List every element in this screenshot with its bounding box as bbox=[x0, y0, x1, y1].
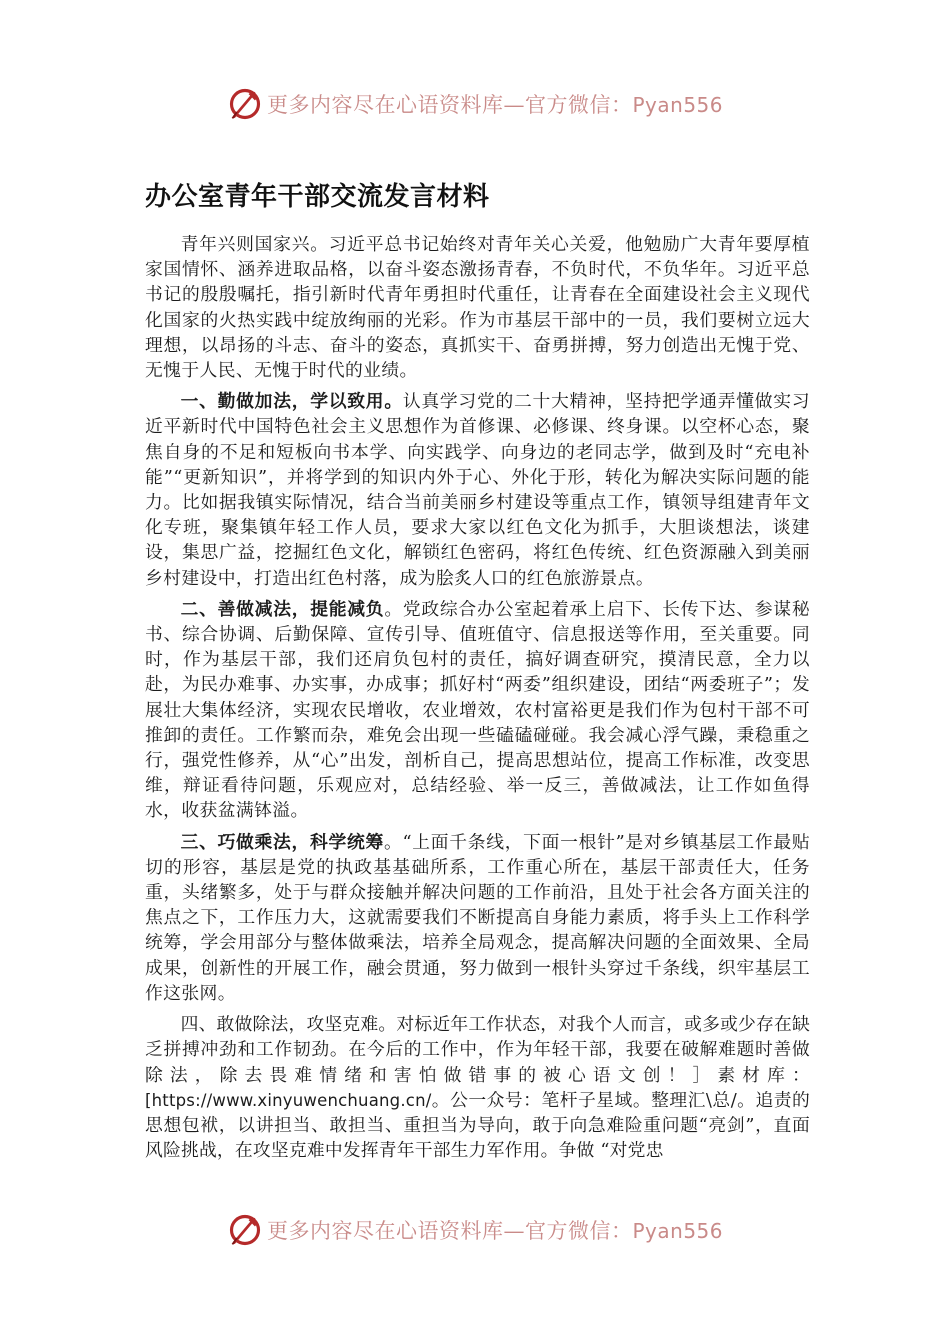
section-1-heading: 一、勤做加法，学以致用。 bbox=[180, 391, 403, 413]
section-4-text-a: 四、敢做除法，攻坚克难。对标近年工作状态，对我个人而言，或多或少存在缺乏拼搏冲劲和工作韧劲。在今后的工作中，作为年轻干部，我要在破解难题时善做除法，除去畏难情绪和害怕做错事的被心语文创！］素材库： bbox=[145, 1014, 810, 1086]
section-3-paragraph bbox=[145, 830, 810, 1006]
section-3-heading: 三、巧做乘法，科学统筹 bbox=[180, 831, 384, 853]
document-body bbox=[145, 232, 810, 1169]
page-title: 办公室青年干部交流发言材料 bbox=[145, 182, 490, 212]
section-2-paragraph bbox=[145, 597, 810, 824]
footer-banner bbox=[0, 1208, 950, 1252]
section-3-text: 。“上面千条线，下面一根针”是对乡镇基层工作最贴切的形容，基层是党的执政基基础所系，工作重心所在，基层干部责任大，任务重，头绪繁多，处于与群众接触并解决问题的工作前沿，且处于社会各方面关注的焦点之下，工作压力大，这就需要我们不断提高自身能力素质，将手头上工作科学统筹，学会用部分与整体做乘法，培养全局观念，提高解决问题的全面效果、全局成果，创新性的开展工作，融会贯通，努力做到一根针头穿过千条线，织牢基层工作这张网。 bbox=[145, 831, 810, 1004]
section-1-paragraph bbox=[145, 389, 810, 591]
banner-text: 更多内容尽在心语资料库—官方微信： bbox=[266, 1219, 633, 1243]
banner-text: 更多内容尽在心语资料库—官方微信： bbox=[266, 93, 633, 117]
intro-paragraph bbox=[145, 232, 810, 383]
section-4-text-b: 。公一众号：笔杆子星域。整理汇\总/。追责的思想包袱，以讲担当、敢担当、重担当为导向，敢于向急难险重问题“亮剑”，直面风险挑战，在攻坚克难中发挥青年干部生力军作用。争做 “对党忠 bbox=[145, 1089, 810, 1162]
pen-logo-icon bbox=[227, 1212, 263, 1248]
section-1-text: 认真学习党的二十大精神，坚持把学通弄懂做实习近平新时代中国特色社会主义思想作为首修课、必修课、终身课。以空杯心态，聚焦自身的不足和短板向书本学、向实践学、向身边的老同志学，做到及时“充电补能”“更新知识”，并将学到的知识内外于心、外化于形，转化为解决实际问题的能力。比如据我镇实际情况，结合当前美丽乡村建设等重点工作，镇领导组建青年文化专班，聚集镇年轻工作人员，要求大家以红色文化为抓手，大胆谈想法，谈建设，集思广益，挖掘红色文化，解锁红色密码，将红色传统、红色资源融入到美丽乡村建设中，打造出红色村落，成为脍炙人口的红色旅游景点。 bbox=[145, 391, 810, 589]
banner-wechat-id: Pyan556 bbox=[632, 93, 723, 117]
banner-wechat-id: Pyan556 bbox=[632, 1219, 723, 1243]
section-2-text: 。党政综合办公室起着承上启下、长传下达、参谋秘书、综合协调、后勤保障、宣传引导、值班值守、信息报送等作用，至关重要。同时，作为基层干部，我们还肩负包村的责任，搞好调查研究，摸清民意，全力以赴，为民办难事、办实事，办成事；抓好村“两委”组织建设，团结“两委班子”；发展壮大集体经济，实现农民增收，农业增效，农村富裕更是我们作为包村干部不可推卸的责任。工作繁而杂，难免会出现一些磕磕碰碰。我会减心浮气躁，秉稳重之行，强党性修养，从“心”出发，剖析自己，提高思想站位，提高工作标准，改变思维，辩证看待问题，乐观应对，总结经验、举一反三，善做减法，让工作如鱼得水，收获盆满钵溢。 bbox=[145, 598, 811, 822]
header-banner bbox=[0, 82, 950, 126]
section-4-paragraph bbox=[145, 1012, 810, 1163]
intro-text: 青年兴则国家兴。习近平总书记始终对青年关心关爱，他勉励广大青年要厚植家国情怀、涵养进取品格，以奋斗姿态激扬青春，不负时代，不负华年。习近平总书记的殷殷嘱托，指引新时代青年勇担时代重任，让青春在全面建设社会主义现代化国家的火热实践中绽放绚丽的光彩。作为市基层干部中的一员，我们要树立远大理想，以昂扬的斗志、奋斗的姿态，真抓实干、奋勇拼搏，努力创造出无愧于党、无愧于人民、无愧于时代的业绩。 bbox=[145, 234, 810, 382]
pen-logo-icon bbox=[227, 86, 263, 122]
section-2-heading: 二、善做减法，提能减负 bbox=[180, 598, 385, 620]
section-4-url: [https://www.xinyuwenchuang.cn/ bbox=[145, 1090, 432, 1110]
